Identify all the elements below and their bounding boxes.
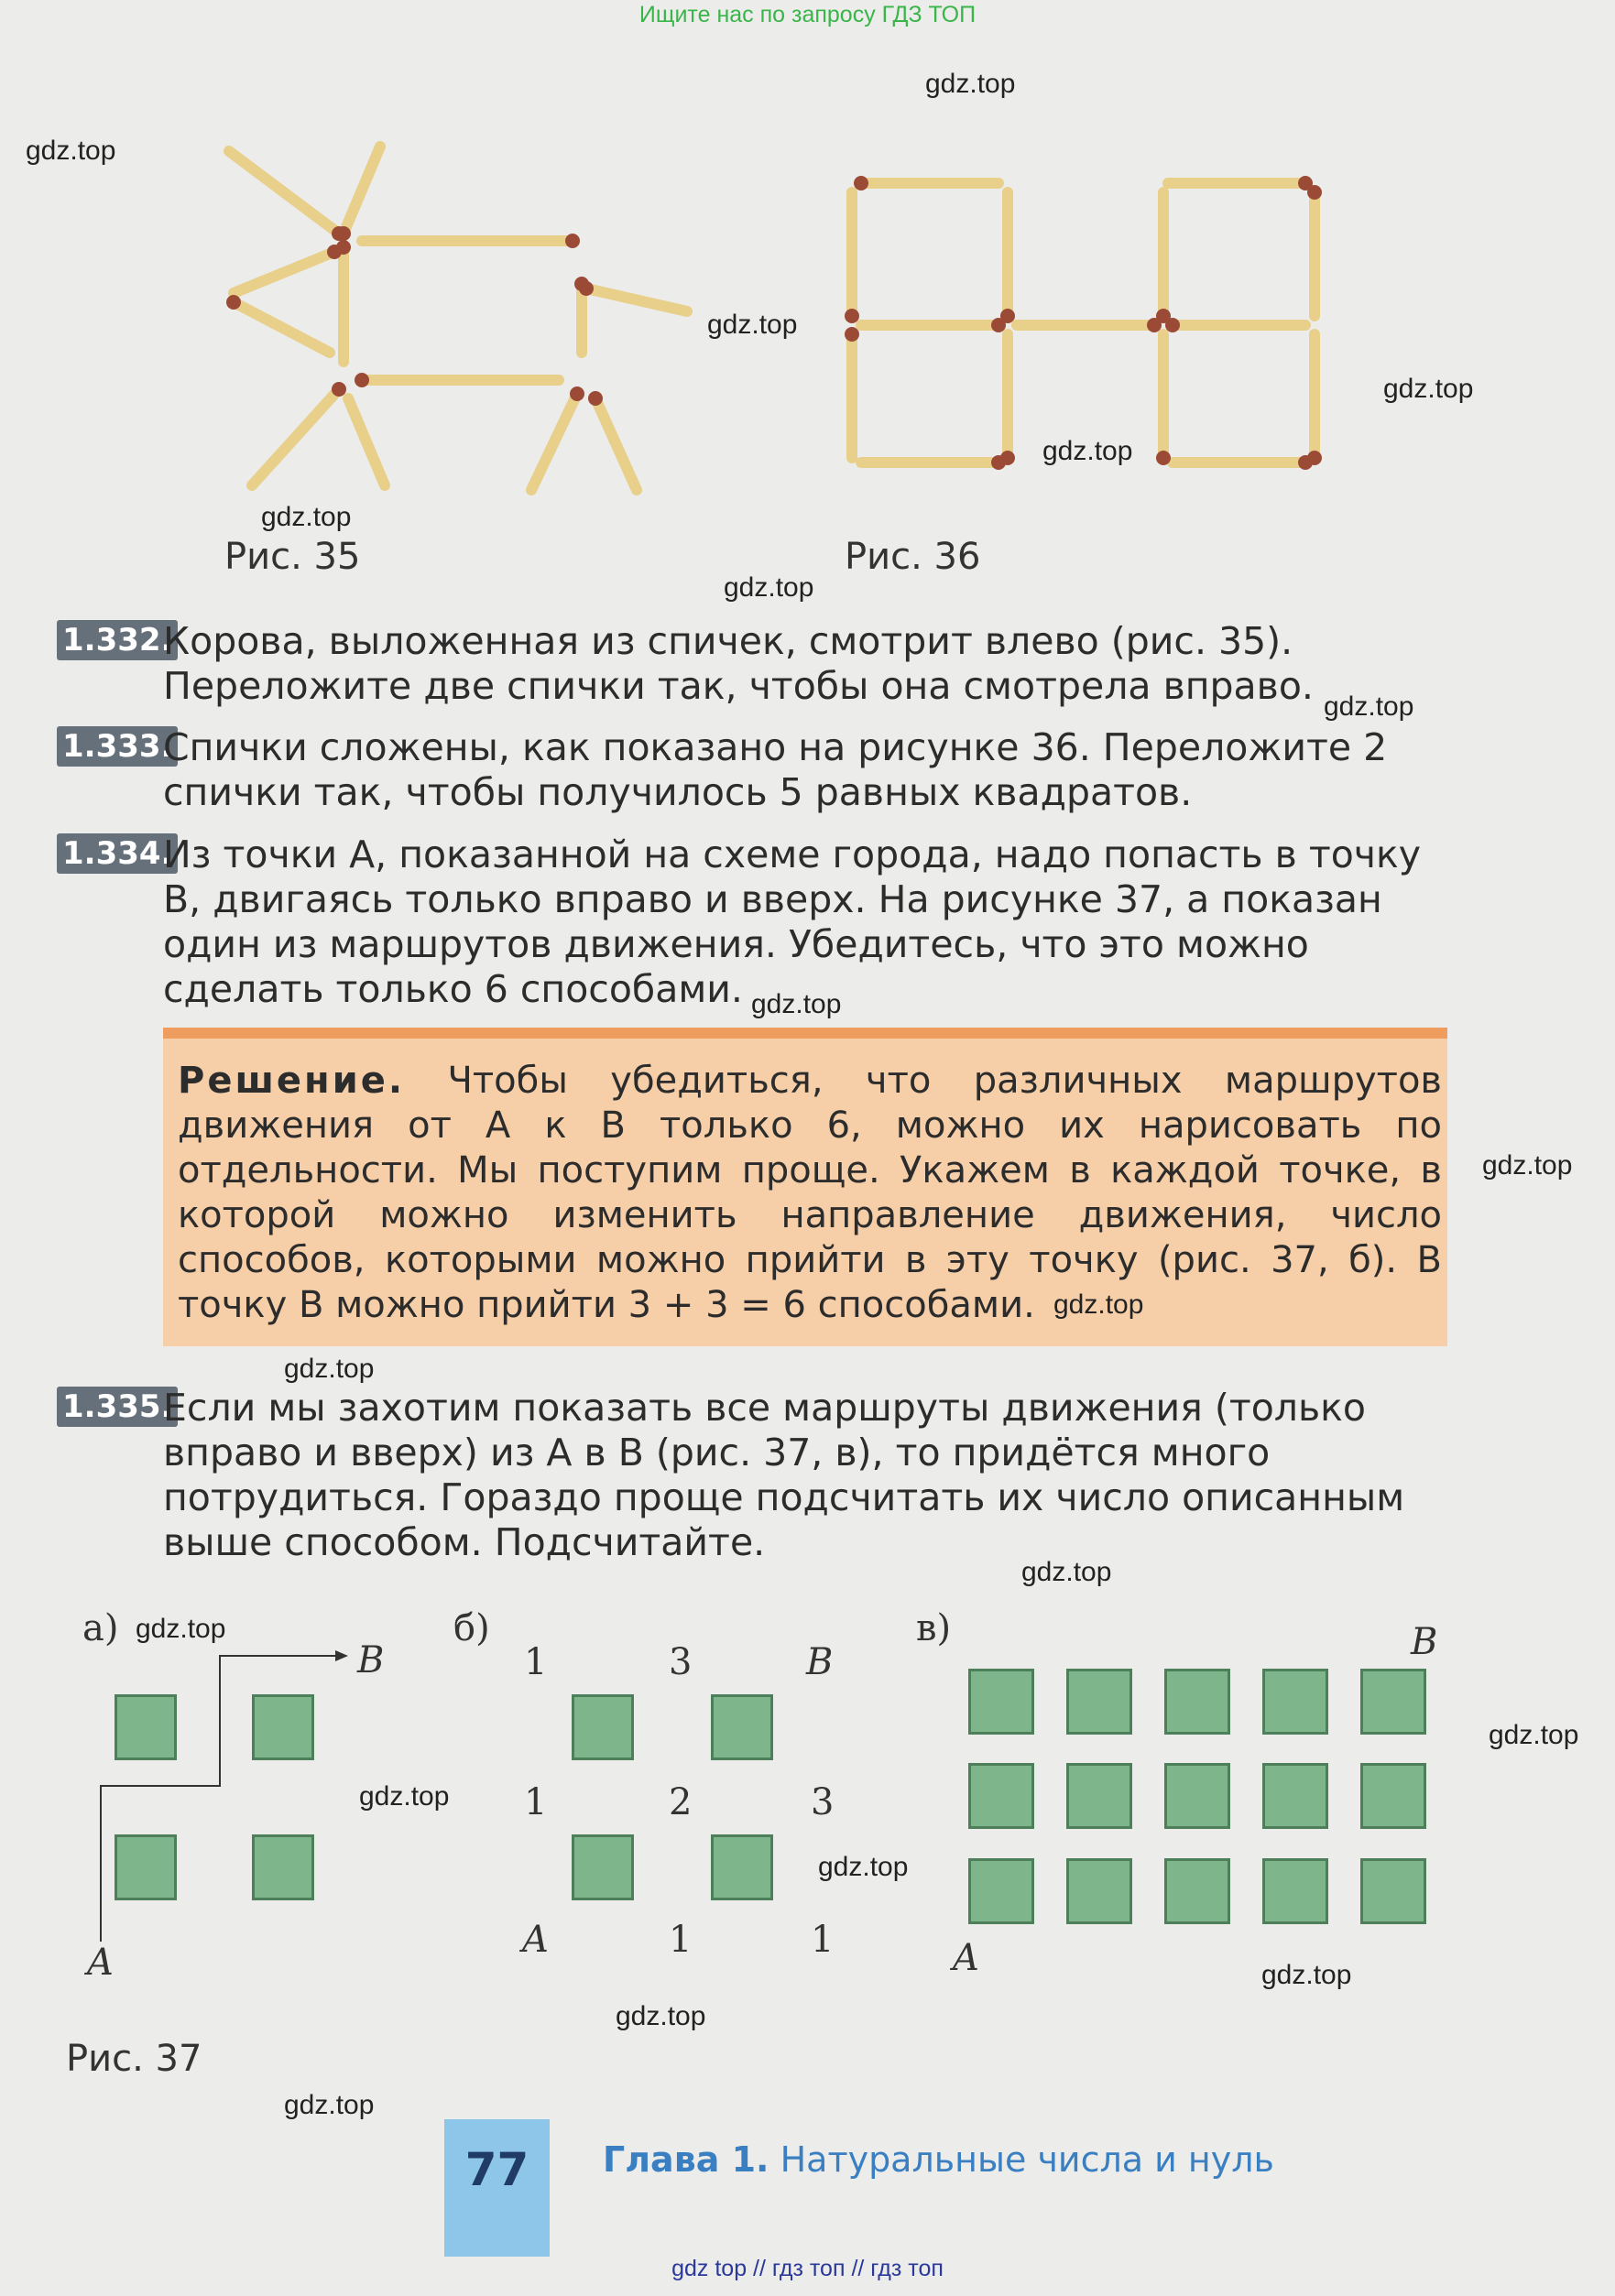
watermark: gdz.top [751,989,842,1019]
watermark: gdz.top [284,1354,375,1384]
header-note: Ищите нас по запросу ГДЗ ТОП [638,2,977,27]
fig37-b-count: 1 [811,1919,835,1961]
watermark: gdz.top [261,502,352,532]
footer-note: gdz top // гдз топ // гдз топ [671,2256,944,2281]
watermark: gdz.top [1383,374,1474,404]
fig37-a-point-b: B [357,1639,385,1681]
fig37-a-route [92,1639,366,1951]
fig37-b-point-b: B [806,1641,834,1683]
grid-square [1066,1669,1132,1735]
problem-number-1332: 1.332. [57,620,178,660]
watermark: gdz.top [1021,1557,1112,1587]
fig37-b-point-a: A [522,1919,549,1961]
grid-square [711,1834,773,1900]
fig37-b-count: 1 [524,1641,548,1683]
problem-text-1333: Спички сложены, как показано на рисунке 36. Переложите 2 спички так, чтобы получилось 5 равных квадратов. [163,725,1388,814]
fig37-b-count: 3 [669,1641,693,1683]
fig37-b-count: 1 [524,1781,548,1823]
grid-square [115,1694,177,1760]
watermark: gdz.top [1324,691,1414,722]
watermark: gdz.top [1489,1720,1579,1750]
watermark: gdz.top [616,2001,706,2031]
match [229,151,339,234]
grid-square [1360,1858,1426,1924]
grid-square [1066,1858,1132,1924]
grid-square [115,1834,177,1900]
match [234,302,330,353]
figure-36-caption: Рис. 36 [845,536,981,578]
chapter-heading [603,2139,1274,2180]
match [531,394,577,490]
grid-square [572,1694,634,1760]
grid-square [1164,1858,1230,1924]
fig37-b-count: 3 [811,1781,835,1823]
watermark: gdz.top [1482,1150,1573,1181]
grid-square [572,1834,634,1900]
grid-square [252,1694,314,1760]
match [595,398,637,490]
watermark: gdz.top [136,1614,226,1644]
watermark: gdz.top [1042,436,1133,466]
grid-square [1262,1858,1328,1924]
watermark: gdz.top [818,1852,909,1882]
watermark: gdz.top [925,69,1016,99]
grid-square [1360,1669,1426,1735]
grid-square [968,1763,1034,1829]
fig37-a-label: а) [82,1607,119,1649]
grid-square [711,1694,773,1760]
page-number: 77 [444,2119,550,2257]
fig37-c-point-b: B [1411,1621,1438,1663]
fig37-c-label: в) [916,1607,952,1649]
watermark: gdz.top [1261,1960,1352,1990]
problem-number-1333: 1.333. [57,726,178,767]
grid-square [1360,1763,1426,1829]
solution-box [163,1028,1447,1346]
watermark: gdz.top [26,136,116,166]
match [348,398,385,485]
match [252,389,339,485]
watermark: gdz.top [284,2090,375,2120]
problem-number-1335: 1.335. [57,1387,178,1427]
figure-35-cow [211,133,724,517]
watermark: gdz.top [707,310,798,340]
problem-number-1334: 1.334. [57,833,178,874]
grid-square [1262,1669,1328,1735]
solution-body: Чтобы убедиться, что различных маршрутов движения от A к B только 6, можно их нарисовать по отдельности. Мы поступим проще. Укажем в каждой точке, в которой можно изменить направление движения, число способов, которыми можно прийти в эту точку (рис. 37, б). В точку B можно прийти 3 + 3 = 6 способами. [178,1060,1442,1326]
figure-37-caption: Рис. 37 [66,2038,202,2080]
problem-text-1332: Корова, выложенная из спичек, смотрит влево (рис. 35). Переложите две спички так, чтобы она смотрела вправо. [163,619,1314,708]
grid-square [968,1858,1034,1924]
grid-square [968,1669,1034,1735]
problem-text-1334: Из точки A, показанной на схеме города, надо попасть в точку B, двигаясь только вправо и вверх. На рисунке 37, а показан один из маршрутов движения. Убедитесь, что это можно сделать только 6 способами. [163,832,1422,1011]
match [344,147,380,234]
fig37-a-point-a: A [87,1942,114,1984]
watermark: gdz.top [1053,1289,1144,1320]
grid-square [252,1834,314,1900]
chapter-title: Натуральные числа и нуль [780,2139,1274,2180]
chapter-label: Глава 1. [603,2139,769,2180]
match [234,252,334,293]
watermark: gdz.top [359,1781,450,1812]
watermark: gdz.top [724,572,814,603]
fig37-b-label: б) [453,1607,490,1649]
grid-square [1164,1763,1230,1829]
fig37-b-count: 2 [669,1781,693,1823]
match [586,288,687,311]
grid-square [1164,1669,1230,1735]
solution-text [178,1059,1442,1328]
problem-text-1335: Если мы захотим показать все маршруты движения (только вправо и вверх) из A в B (рис. 37, в), то придётся много потрудиться. Гораздо проще подсчитать их число описанным выше способом. Подсчитайте. [163,1386,1405,1564]
fig37-b-count: 1 [669,1919,693,1961]
grid-square [1066,1763,1132,1829]
solution-heading: Решение. [178,1060,406,1102]
figure-36-matches [834,169,1347,481]
grid-square [1262,1763,1328,1829]
fig37-c-point-a: A [953,1937,979,1979]
figure-35-caption: Рис. 35 [224,536,361,578]
